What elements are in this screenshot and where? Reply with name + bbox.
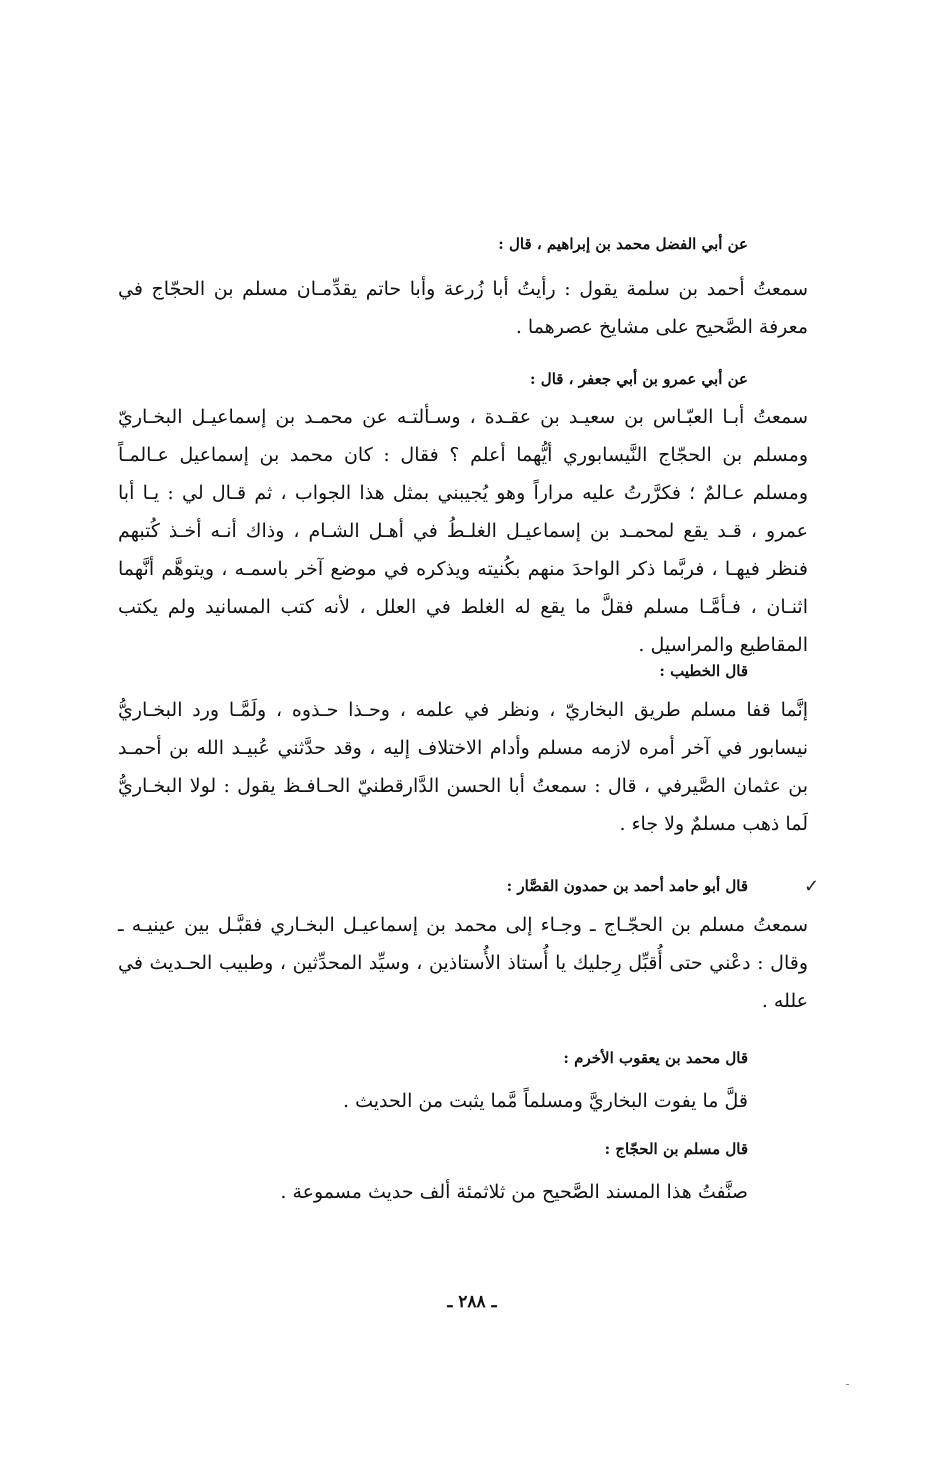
section-1-paragraph: سمعتُ أحمد بن سلمة يقول : رأيتُ أبا زُرعة وأبا حاتم يقدِّمـان مسلم بن الحجّاج في معرفة الصَّحيح على مشايخ عصرهما . [118, 278, 808, 338]
section-4-body [118, 906, 808, 1020]
margin-check-mark: ✓ [804, 876, 820, 897]
section-2-body [118, 398, 808, 664]
section-6-paragraph: صنَّفتُ هذا المسند الصَّحيح من ثلاثمئة ألف حديث مسموعة . [280, 1181, 748, 1203]
section-5-heading: قال محمد بن يعقوب الأخرم : [563, 1049, 748, 1067]
section-3-body [118, 691, 808, 843]
scan-speck [846, 1384, 849, 1385]
section-3-paragraph: إنَّما قفا مسلم طريق البخاريّ ، ونظر في علمه ، وحـذا حـذوه ، ولَمَّـا ورد البخـاريُّ نيسابور في آخر أمره لازمه مسلم وأدام الاختلاف إليه ، وقد حدَّثني عُبيـد الله بن أحمـد بن عثمان الصَّيرفي ، قال : سمعتُ أبا الحسن الدَّارقطنيّ الحـافـظ يقول : لولا البخـاريُّ لَما ذهب مسلمٌ ولا جاء . [118, 699, 808, 835]
section-3-heading: قال الخطيب : [659, 662, 748, 680]
section-4-heading: قال أبو حامد أحمد بن حمدون القصَّار : [506, 877, 748, 895]
section-2-heading: عن أبي عمرو بن أبي جعفر ، قال : [530, 370, 748, 388]
section-6-heading: قال مسلم بن الحجّاج : [604, 1140, 748, 1158]
page-number: ـ ٢٨٨ ـ [447, 1292, 497, 1312]
section-5-paragraph: قلَّ ما يفوت البخاريَّ ومسلماً مَّما يثبت من الحديث . [343, 1090, 748, 1112]
section-4-paragraph: سمعتُ مسلم بن الحجّـاج ـ وجـاء إلى محمد بن إسماعيـل البخـاري فقبَّـل بين عينيـه ـ وقال : دعْني حتى أُقبِّل رِجليك يا أُستاذ الأُستاذين ، وسيِّد المحدِّثين ، وطبيب الحـديث في علله . [118, 914, 808, 1012]
section-1-body [118, 270, 808, 346]
section-2-paragraph: سمعتُ أبـا العبّـاس بن سعيـد بن عقـدة ، وسـألتـه عن محمـد بن إسماعيـل البخـاريّ ومسلم بن الحجّاج النَّيسابوري أيُّهما أعلم ؟ فقال : كان محمد بن إسماعيل عـالمـاً ومسلم عـالمٌ ؛ فكرَّرتُ عليه مراراً وهو يُجيبني بمثل هذا الجواب ، ثم قـال لي : يـا أبا عمرو ، قـد يقع لمحمـد بن إسماعيـل الغلـطُ في أهـل الشـام ، وذاك أنـه أخـذ كُتبهم فنظر فيهـا ، فربَّما ذكر الواحدَ منهم بكُنيته ويذكره في موضع آخر باسمـه ، ويتوهَّم أنَّهما اثنـان ، فـأمَّـا مسلم فقلَّ ما يقع له الغلط في العلل ، لأنه كتب المسانيد ولم يكتب المقاطيع والمراسيل . [118, 406, 808, 656]
section-1-heading: عن أبي الفضل محمد بن إبراهيم ، قال : [498, 235, 748, 253]
